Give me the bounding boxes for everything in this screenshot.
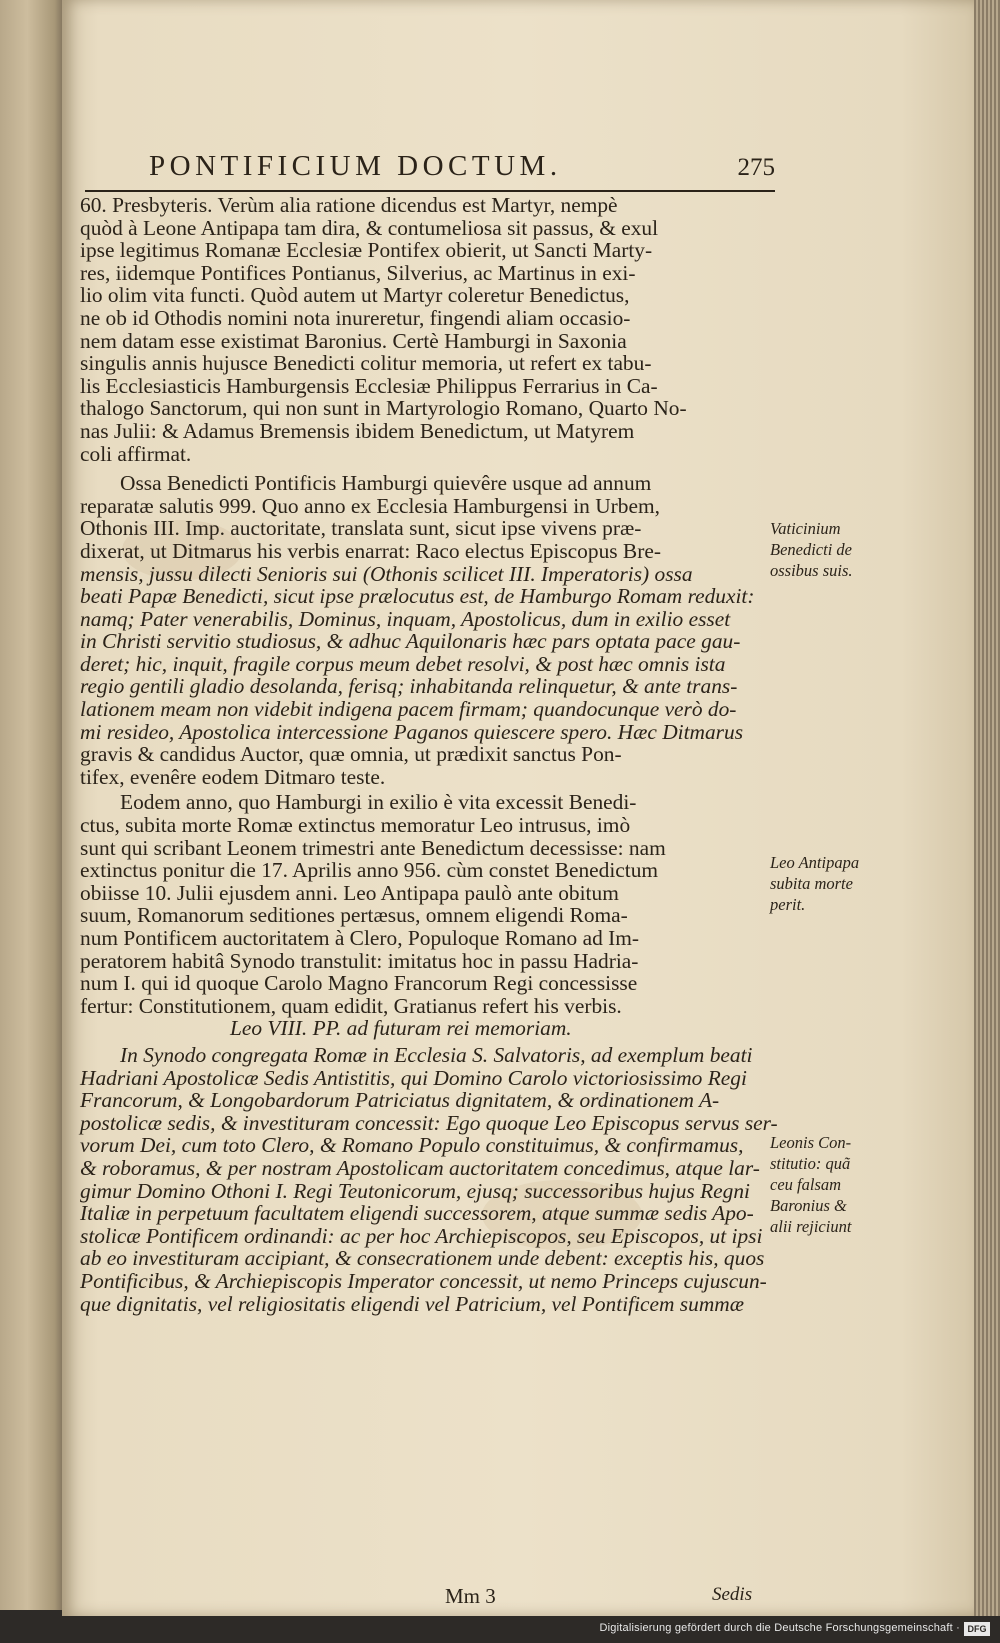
text-line: tifex, evenêre eodem Ditmaro teste. bbox=[80, 764, 386, 789]
margin-note-line: Leo Antipapa bbox=[770, 853, 860, 872]
text-line: In Synodo congregata Romæ in Ecclesia S. Salvatoris, ad exemplum beati bbox=[120, 1042, 753, 1067]
margin-note-line: alii rejiciunt bbox=[770, 1217, 852, 1236]
text-line: stolicæ Pontificem ordinandi: ac per hoc Archiepiscopos, seu Episcopos, ut ipsi bbox=[80, 1223, 763, 1248]
text-line: postolicæ sedis, & investituram concessit: Ego quoque Leo Episcopus servus ser- bbox=[80, 1110, 778, 1135]
margin-note-line: Benedicti de bbox=[770, 540, 853, 559]
header-rule bbox=[85, 190, 775, 192]
text-line: suum, Romanorum seditiones pertæsus, omnem eligendi Roma- bbox=[80, 903, 628, 928]
fore-edge-pages bbox=[974, 0, 1000, 1616]
text-line: Pontificibus, & Archiepiscopis Imperator concessit, ut nemo Princeps cujuscun- bbox=[80, 1268, 767, 1293]
text-line: in Christi servitio studiosus, & adhuc Aquilonaris hæc pars optata pace gau- bbox=[80, 629, 741, 654]
text-line: quòd à Leone Antipapa tam dira, & contumeliosa sit passus, & exul bbox=[80, 215, 659, 240]
running-head bbox=[85, 150, 775, 196]
text-line: obiisse 10. Julii ejusdem anni. Leo Antipapa paulò ante obitum bbox=[80, 880, 619, 905]
text-line: singulis annis hujusce Benedicti colitur memoria, ut refert ex tabu- bbox=[80, 351, 652, 376]
text-line: peratorem habitâ Synodo transtulit: imitatus hoc in passu Hadria- bbox=[80, 948, 639, 973]
text-line: thalogo Sanctorum, qui non sunt in Martyrologio Romano, Quarto No- bbox=[80, 396, 687, 421]
margin-note-line: perit. bbox=[770, 895, 806, 914]
text-line: coli affirmat. bbox=[80, 441, 192, 466]
text-line: ctus, subita morte Romæ extinctus memoratur Leo intrusus, imò bbox=[80, 813, 631, 838]
margin-note-leo-antipapa bbox=[770, 852, 870, 915]
text-line: lio olim vita functi. Quòd autem ut Martyr coleretur Benedictus, bbox=[80, 283, 630, 308]
text-line: reparatæ salutis 999. Quo anno ex Ecclesia Hamburgensi in Urbem, bbox=[80, 493, 660, 518]
text-line: namq; Pater venerabilis, Dominus, inquam, Apostolicus, dum in exilio esset bbox=[80, 606, 731, 631]
text-line: ab eo investituram accipiant, & consecrationem unde debent: exceptis his, quos bbox=[80, 1246, 765, 1271]
text-line: regio gentili gladio desolanda, ferisq; inhabitanda relinquetur, & ante trans- bbox=[80, 674, 738, 699]
text-line: & roboramus, & per nostram Apostolicam auctoritatem concedimus, atque lar- bbox=[80, 1155, 760, 1180]
margin-note-line: Baronius & bbox=[770, 1196, 847, 1215]
text-line: mensis, jussu dilecti Senioris sui (Othonis scilicet III. Imperatoris) ossa bbox=[80, 561, 693, 586]
text-line: vorum Dei, cum toto Clero, & Romano Populo constituimus, & confirmamus, bbox=[80, 1133, 744, 1158]
text-line: extinctus ponitur die 17. Aprilis anno 956. cùm constet Benedictum bbox=[80, 858, 659, 883]
margin-note-constitutio bbox=[770, 1132, 870, 1237]
text-line: ipse legitimus Romanæ Ecclesiæ Pontifex obierit, ut Sancti Marty- bbox=[80, 238, 653, 263]
text-line: lationem meam non videbit indigena pacem firmam; quandocunque verò do- bbox=[80, 697, 737, 722]
signature-mark: Mm 3 bbox=[445, 1584, 496, 1608]
margin-note-line: ceu falsam bbox=[770, 1175, 842, 1194]
text-block bbox=[80, 193, 778, 1316]
text-line: lis Ecclesiasticis Hamburgensis Ecclesiæ Philippus Ferrarius in Ca- bbox=[80, 373, 658, 398]
text-line: deret; hic, inquit, fragile corpus meum debet resolvi, & post hæc omnis ista bbox=[80, 651, 726, 676]
decree-heading: Leo VIII. PP. ad futuram rei memoriam. bbox=[230, 1016, 572, 1041]
text-line: Francorum, & Longobardorum Patriciatus dignitatem, & ordinationem A- bbox=[80, 1088, 720, 1113]
text-line: res, iidemque Pontifices Pontianus, Silverius, ac Martinus in exi- bbox=[80, 260, 636, 285]
text-line: Othonis III. Imp. auctoritate, translata sunt, sicut ipse vivens præ- bbox=[80, 516, 642, 541]
previous-page-edge bbox=[0, 0, 68, 1610]
text-line: dixerat, ut Ditmarus his verbis enarrat: Raco electus Episcopus Bre- bbox=[80, 538, 661, 563]
text-line: ne ob id Othodis nomini nota inureretur, fingendi aliam occasio- bbox=[80, 305, 631, 330]
funding-credit: Digitalisierung gefördert durch die Deutsche Forschungsgemeinschaft · bbox=[599, 1622, 960, 1634]
text-line: Italiæ in perpetuum facultatem eligendi successorem, atque summæ sedis Apo- bbox=[80, 1201, 754, 1226]
text-line: gimur Domino Othoni I. Regi Teutonicorum, ejusq; successoribus hujus Regni bbox=[80, 1178, 751, 1203]
margin-note-line: subita morte bbox=[770, 874, 853, 893]
catchword: Sedis bbox=[712, 1584, 753, 1605]
footer-bar bbox=[0, 1616, 1000, 1643]
dfg-logo: DFG bbox=[964, 1622, 990, 1636]
text-line: num I. qui id quoque Carolo Magno Francorum Regi concessisse bbox=[80, 971, 638, 996]
text-line: gravis & candidus Auctor, quæ omnia, ut prædixit sanctus Pon- bbox=[80, 742, 622, 767]
margin-note-line: stitutio: quã bbox=[770, 1154, 851, 1173]
page-number: 275 bbox=[737, 154, 775, 181]
margin-note-vaticinium bbox=[770, 518, 870, 581]
text-line: num Pontificem auctoritatem à Clero, Populoque Romano ad Im- bbox=[80, 926, 640, 950]
text-line: fertur: Constitutionem, quam edidit, Gratianus refert his verbis. bbox=[80, 993, 622, 1018]
text-line: nem datam esse existimat Baronius. Certè Hamburgi in Saxonia bbox=[80, 328, 627, 353]
text-line: Hadriani Apostolicæ Sedis Antistitis, qui Domino Carolo victoriosissimo Regi bbox=[80, 1065, 747, 1090]
text-line: mi resideo, Apostolica intercessione Paganos quiescere spero. Hæc Ditmarus bbox=[80, 719, 744, 744]
text-line: beati Papæ Benedicti, sicut ipse prælocutus est, de Hamburgo Romam reduxit: bbox=[80, 584, 755, 609]
margin-note-line: Leonis Con- bbox=[770, 1133, 852, 1152]
text-line: que dignitatis, vel religiositatis eligendi vel Patricium, vel Pontificem summæ bbox=[80, 1291, 744, 1316]
text-line: 60. Presbyteris. Verùm alia ratione dicendus est Martyr, nempè bbox=[80, 193, 618, 217]
margin-note-line: ossibus suis. bbox=[770, 561, 853, 580]
margin-note-line: Vaticinium bbox=[770, 519, 841, 538]
text-line: nas Julii: & Adamus Bremensis ibidem Benedictum, ut Matyrem bbox=[80, 418, 635, 443]
running-title: PONTIFICIUM DOCTUM. bbox=[149, 150, 562, 182]
text-line: Ossa Benedicti Pontificis Hamburgi quievêre usque ad annum bbox=[120, 471, 652, 496]
text-line: Eodem anno, quo Hamburgi in exilio è vita excessit Benedi- bbox=[120, 790, 637, 815]
text-line: sunt qui scribant Leonem trimestri ante Benedictum decessisse: nam bbox=[80, 835, 666, 860]
